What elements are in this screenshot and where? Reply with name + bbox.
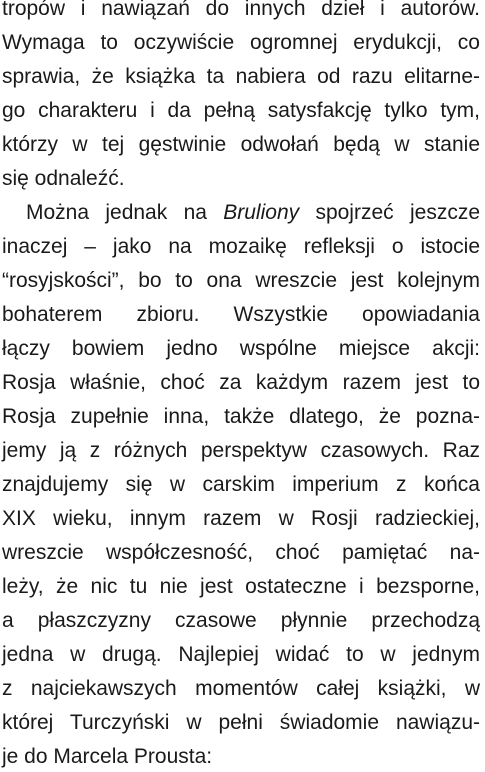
text-line: którzy w tej gęstwinie odwołań będą w stanie: [2, 133, 480, 156]
text-line: łączy bowiem jedno wspólne miejsce akcji:: [2, 337, 480, 360]
text-line: inaczej – jako na mozaikę refleksji o istocie: [2, 235, 480, 258]
text-line: Rosja właśnie, choć za każdym razem jest to: [2, 371, 480, 394]
text-line: XIX wieku, innym razem w Rosji radzieckiej,: [2, 507, 480, 530]
text-line: go charakteru i da pełną satysfakcję tylko tym,: [2, 99, 480, 122]
text-line: Wymaga to oczywiście ogromnej erydukcji, co: [2, 31, 480, 54]
text-line: sprawia, że książka ta nabiera od razu elitarne-: [2, 65, 480, 88]
text-line: bohaterem zbioru. Wszystkie opowiadania: [2, 303, 480, 326]
text-line: tropów i nawiązań do innych dzieł i autorów.: [2, 0, 480, 20]
text-run: spojrzeć jeszcze: [299, 201, 480, 224]
text-line: znajdujemy się w carskim imperium z końca: [2, 473, 480, 496]
text-line: “rosyjskości”, bo to ona wreszcie jest kolejnym: [2, 269, 480, 292]
text-line: a płaszczyzny czasowe płynnie przechodzą: [2, 609, 480, 632]
text-line: jedna w drugą. Najlepiej widać to w jednym: [2, 643, 480, 666]
book-title: Bruliony: [223, 201, 300, 224]
text-line: z najciekawszych momentów całej książki, w: [2, 677, 480, 700]
text-run: Można jednak na: [26, 201, 224, 224]
text-line: Rosja zupełnie inna, także dlatego, że pozna-: [2, 405, 480, 428]
text-line: je do Marcela Prousta:: [2, 745, 213, 768]
text-line: się odnaleźć.: [2, 167, 125, 190]
text-line: leży, że nic tu nie jest ostateczne i bezsporne,: [2, 575, 480, 598]
text-line: jemy ją z różnych perspektyw czasowych. Raz: [2, 439, 480, 462]
text-line: której Turczyński w pełni świadomie nawiązu-: [2, 711, 480, 734]
text-line: wreszcie współczesność, choć pamiętać na-: [2, 541, 480, 564]
paragraph-first-line: [26, 198, 480, 228]
